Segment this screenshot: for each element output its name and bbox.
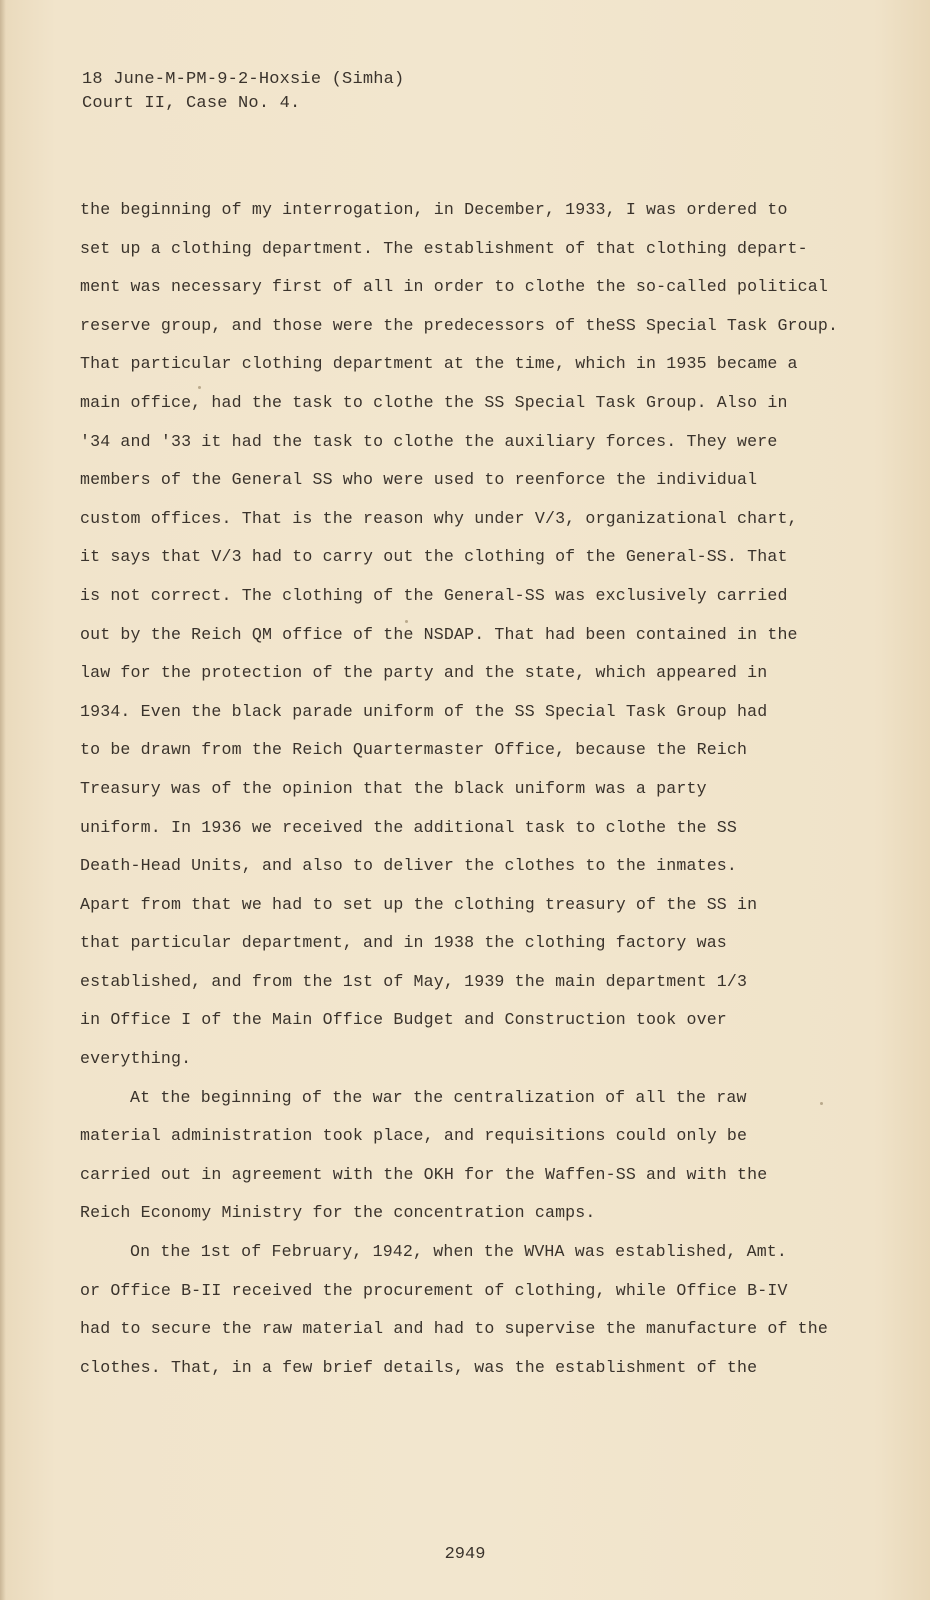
text-line: law for the protection of the party and the state, which appeared in — [80, 663, 768, 683]
text-line: clothes. That, in a few brief details, was the establishment of the — [80, 1357, 758, 1377]
paragraph-start-line: On the 1st of February, 1942, when the WVHA was established, Amt. — [130, 1242, 788, 1262]
page-edge-shadow — [0, 0, 6, 1600]
text-line: is not correct. The clothing of the General-SS was exclusively carried — [80, 585, 788, 605]
paper-speck — [198, 386, 201, 389]
text-line: had to secure the raw material and had to supervise the manufacture of the — [80, 1319, 828, 1339]
text-line: out by the Reich QM office of the NSDAP. That had been contained in the — [80, 624, 798, 644]
text-line: 1934. Even the black parade uniform of the SS Special Task Group had — [80, 701, 768, 721]
transcript-body — [80, 191, 880, 1387]
document-header — [82, 68, 404, 116]
text-line: Reich Economy Ministry for the concentration camps. — [80, 1203, 596, 1223]
text-line: established, and from the 1st of May, 1939 the main department 1/3 — [80, 971, 748, 991]
text-line: reserve group, and those were the predecessors of theSS Special Task Group. — [80, 315, 839, 335]
header-line-1: 18 June-M-PM-9-2-Hoxsie (Simha) — [82, 70, 405, 89]
text-line: Treasury was of the opinion that the black uniform was a party — [80, 778, 707, 798]
text-line: '34 and '33 it had the task to clothe the auxiliary forces. They were — [80, 431, 778, 451]
header-line-2: Court II, Case No. 4. — [82, 94, 301, 113]
text-line: in Office I of the Main Office Budget and Construction took over — [80, 1010, 727, 1030]
text-line: or Office B-II received the procurement of clothing, while Office B-IV — [80, 1280, 788, 1300]
text-line: main office, had the task to clothe the SS Special Task Group. Also in — [80, 392, 788, 412]
text-line: Death-Head Units, and also to deliver the clothes to the inmates. — [80, 856, 738, 876]
text-line: carried out in agreement with the OKH for the Waffen-SS and with the — [80, 1164, 768, 1184]
text-line: that particular department, and in 1938 the clothing factory was — [80, 933, 727, 953]
text-line: members of the General SS who were used to reenforce the individual — [80, 470, 758, 490]
text-line: to be drawn from the Reich Quartermaster Office, because the Reich — [80, 740, 748, 760]
text-line: uniform. In 1936 we received the additional task to clothe the SS — [80, 817, 738, 837]
paper-speck — [405, 620, 408, 623]
text-line: That particular clothing department at the time, which in 1935 became a — [80, 354, 798, 374]
page-number: 2949 — [444, 1545, 486, 1564]
text-line: set up a clothing department. The establishment of that clothing depart- — [80, 238, 808, 258]
text-line: Apart from that we had to set up the clothing treasury of the SS in — [80, 894, 758, 914]
text-line: everything. — [80, 1049, 192, 1069]
paragraph-start-line: At the beginning of the war the centralization of all the raw — [130, 1087, 747, 1107]
text-line: it says that V/3 had to carry out the clothing of the General-SS. That — [80, 547, 788, 567]
text-line: material administration took place, and requisitions could only be — [80, 1126, 748, 1146]
text-line: the beginning of my interrogation, in December, 1933, I was ordered to — [80, 200, 788, 219]
text-line: ment was necessary first of all in order to clothe the so-called political — [80, 277, 828, 297]
paper-speck — [820, 1102, 823, 1105]
text-line: custom offices. That is the reason why under V/3, organizational chart, — [80, 508, 798, 528]
